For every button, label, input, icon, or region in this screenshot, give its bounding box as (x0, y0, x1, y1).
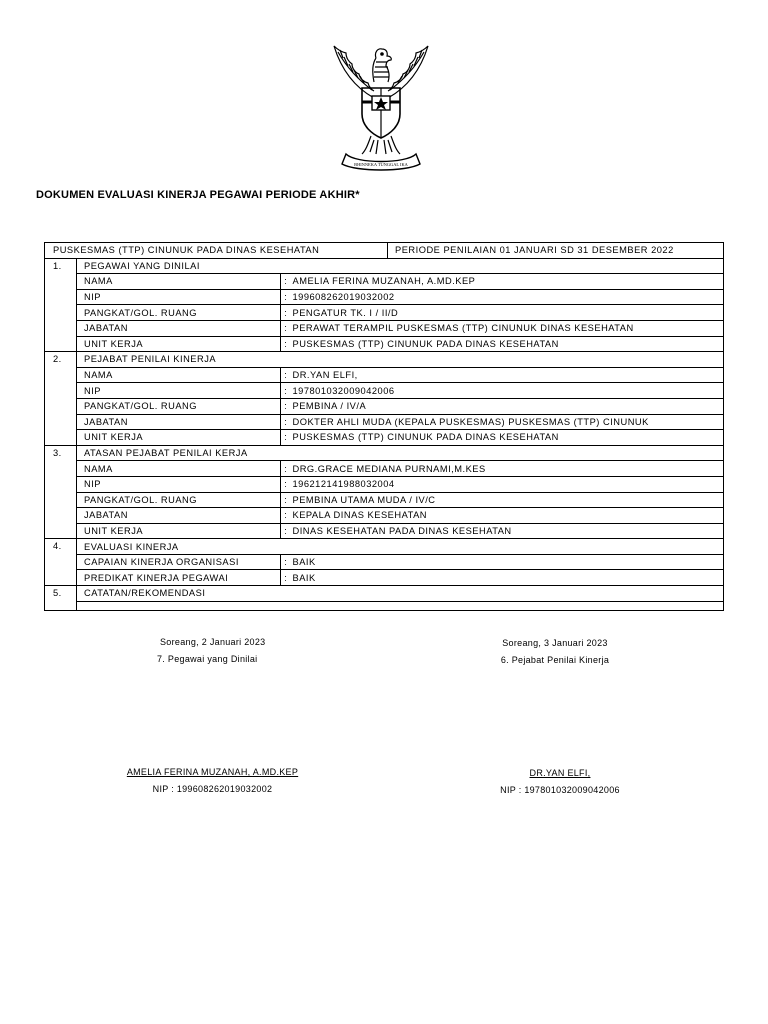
field-value: KEPALA DINAS KESEHATAN (291, 508, 724, 524)
field-label: PANGKAT/GOL. RUANG (77, 398, 281, 414)
table-row (45, 367, 724, 383)
field-colon: : (281, 367, 291, 383)
evaluation-table (44, 242, 724, 611)
table-row (45, 398, 724, 414)
field-value: PEMBINA UTAMA MUDA / IV/C (291, 492, 724, 508)
right-signature-bottom (475, 765, 645, 799)
field-label: UNIT KERJA (77, 523, 281, 539)
garuda-emblem-icon (316, 36, 446, 176)
section-title: PEJABAT PENILAI KINERJA (77, 352, 724, 368)
field-label: PANGKAT/GOL. RUANG (77, 305, 281, 321)
field-value: BAIK (291, 570, 724, 586)
section-title-row (45, 539, 724, 555)
header-period: PERIODE PENILAIAN 01 JANUARI SD 31 DESEMBER 2022 (388, 243, 724, 259)
table-row (45, 508, 724, 524)
table-row (45, 476, 724, 492)
section-title: EVALUASI KINERJA (77, 539, 724, 555)
field-value: PUSKESMAS (TTP) CINUNUK PADA DINAS KESEHATAN (291, 336, 724, 352)
field-colon: : (281, 508, 291, 524)
field-value: AMELIA FERINA MUZANAH, A.MD.KEP (291, 274, 724, 290)
table-row (45, 554, 724, 570)
right-role: 6. Pejabat Penilai Kinerja (500, 655, 610, 665)
section-title-row (45, 352, 724, 368)
field-colon: : (281, 461, 291, 477)
left-role: 7. Pegawai yang Dinilai (157, 654, 258, 664)
section-number: 2. (45, 352, 77, 446)
field-label: NAMA (77, 461, 281, 477)
field-colon: : (281, 274, 291, 290)
table-row (45, 305, 724, 321)
field-value: 199608262019032002 (291, 289, 724, 305)
document-title: DOKUMEN EVALUASI KINERJA PEGAWAI PERIODE AKHIR* (36, 189, 360, 201)
field-value: 196212141988032004 (291, 476, 724, 492)
field-label: NIP (77, 476, 281, 492)
field-value: PENGATUR TK. I / II/D (291, 305, 724, 321)
table-row (45, 320, 724, 336)
section-title: PEGAWAI YANG DINILAI (77, 258, 724, 274)
field-colon: : (281, 430, 291, 446)
section-number: 3. (45, 445, 77, 539)
field-label: JABATAN (77, 320, 281, 336)
field-value: DRG.GRACE MEDIANA PURNAMI,M.KES (291, 461, 724, 477)
field-label: PREDIKAT KINERJA PEGAWAI (77, 570, 281, 586)
right-place-date: Soreang, 3 Januari 2023 (502, 638, 608, 648)
field-label: NAMA (77, 367, 281, 383)
section-title-row (45, 258, 724, 274)
field-label: NAMA (77, 274, 281, 290)
section-title: ATASAN PEJABAT PENILAI KERJA (77, 445, 724, 461)
left-signature-bottom (100, 764, 325, 798)
field-value: PERAWAT TERAMPIL PUSKESMAS (TTP) CINUNUK DINAS KESEHATAN (291, 320, 724, 336)
field-label: NIP (77, 289, 281, 305)
field-label: NIP (77, 383, 281, 399)
right-signer-name: DR.YAN ELFI, (529, 768, 591, 778)
field-colon: : (281, 320, 291, 336)
field-value: DR.YAN ELFI, (291, 367, 724, 383)
section-number: 1. (45, 258, 77, 352)
section-number: 4. (45, 539, 77, 586)
section-number: 5. (45, 586, 77, 611)
field-label: JABATAN (77, 508, 281, 524)
section-title: CATATAN/REKOMENDASI (77, 586, 724, 602)
field-colon: : (281, 398, 291, 414)
right-signature-top (485, 635, 625, 669)
field-label: JABATAN (77, 414, 281, 430)
field-value: DINAS KESEHATAN PADA DINAS KESEHATAN (291, 523, 724, 539)
field-label: UNIT KERJA (77, 430, 281, 446)
right-signer-nip: NIP : 197801032009042006 (500, 785, 620, 795)
emblem-motto: BHINNEKA TUNGGAL IKA (354, 162, 408, 167)
field-colon: : (281, 336, 291, 352)
field-label: CAPAIAN KINERJA ORGANISASI (77, 554, 281, 570)
left-place-date: Soreang, 2 Januari 2023 (160, 637, 266, 647)
table-row (45, 274, 724, 290)
field-colon: : (281, 554, 291, 570)
field-colon: : (281, 289, 291, 305)
evaluation-table-body (45, 243, 724, 611)
section-title-row (45, 445, 724, 461)
table-row (45, 430, 724, 446)
field-colon: : (281, 414, 291, 430)
field-value: DOKTER AHLI MUDA (KEPALA PUSKESMAS) PUSKESMAS (TTP) CINUNUK (291, 414, 724, 430)
field-colon: : (281, 492, 291, 508)
field-value: 197801032009042006 (291, 383, 724, 399)
table-row (45, 570, 724, 586)
table-row (45, 523, 724, 539)
notes-blank-row (45, 601, 724, 610)
section-title-row (45, 586, 724, 602)
header-unit: PUSKESMAS (TTP) CINUNUK PADA DINAS KESEHATAN (45, 243, 388, 259)
left-signature-top (120, 634, 320, 668)
table-row (45, 414, 724, 430)
left-signer-name: AMELIA FERINA MUZANAH, A.MD.KEP (126, 767, 299, 777)
notes-area (77, 601, 724, 610)
field-value: PUSKESMAS (TTP) CINUNUK PADA DINAS KESEHATAN (291, 430, 724, 446)
table-row (45, 492, 724, 508)
field-label: PANGKAT/GOL. RUANG (77, 492, 281, 508)
field-colon: : (281, 305, 291, 321)
field-colon: : (281, 476, 291, 492)
field-label: UNIT KERJA (77, 336, 281, 352)
field-value: BAIK (291, 554, 724, 570)
field-colon: : (281, 383, 291, 399)
field-colon: : (281, 570, 291, 586)
field-value: PEMBINA / IV/A (291, 398, 724, 414)
table-row (45, 289, 724, 305)
header-row (45, 243, 724, 259)
table-row (45, 336, 724, 352)
table-row (45, 461, 724, 477)
left-signer-nip: NIP : 199608262019032002 (152, 784, 273, 794)
table-row (45, 383, 724, 399)
field-colon: : (281, 523, 291, 539)
